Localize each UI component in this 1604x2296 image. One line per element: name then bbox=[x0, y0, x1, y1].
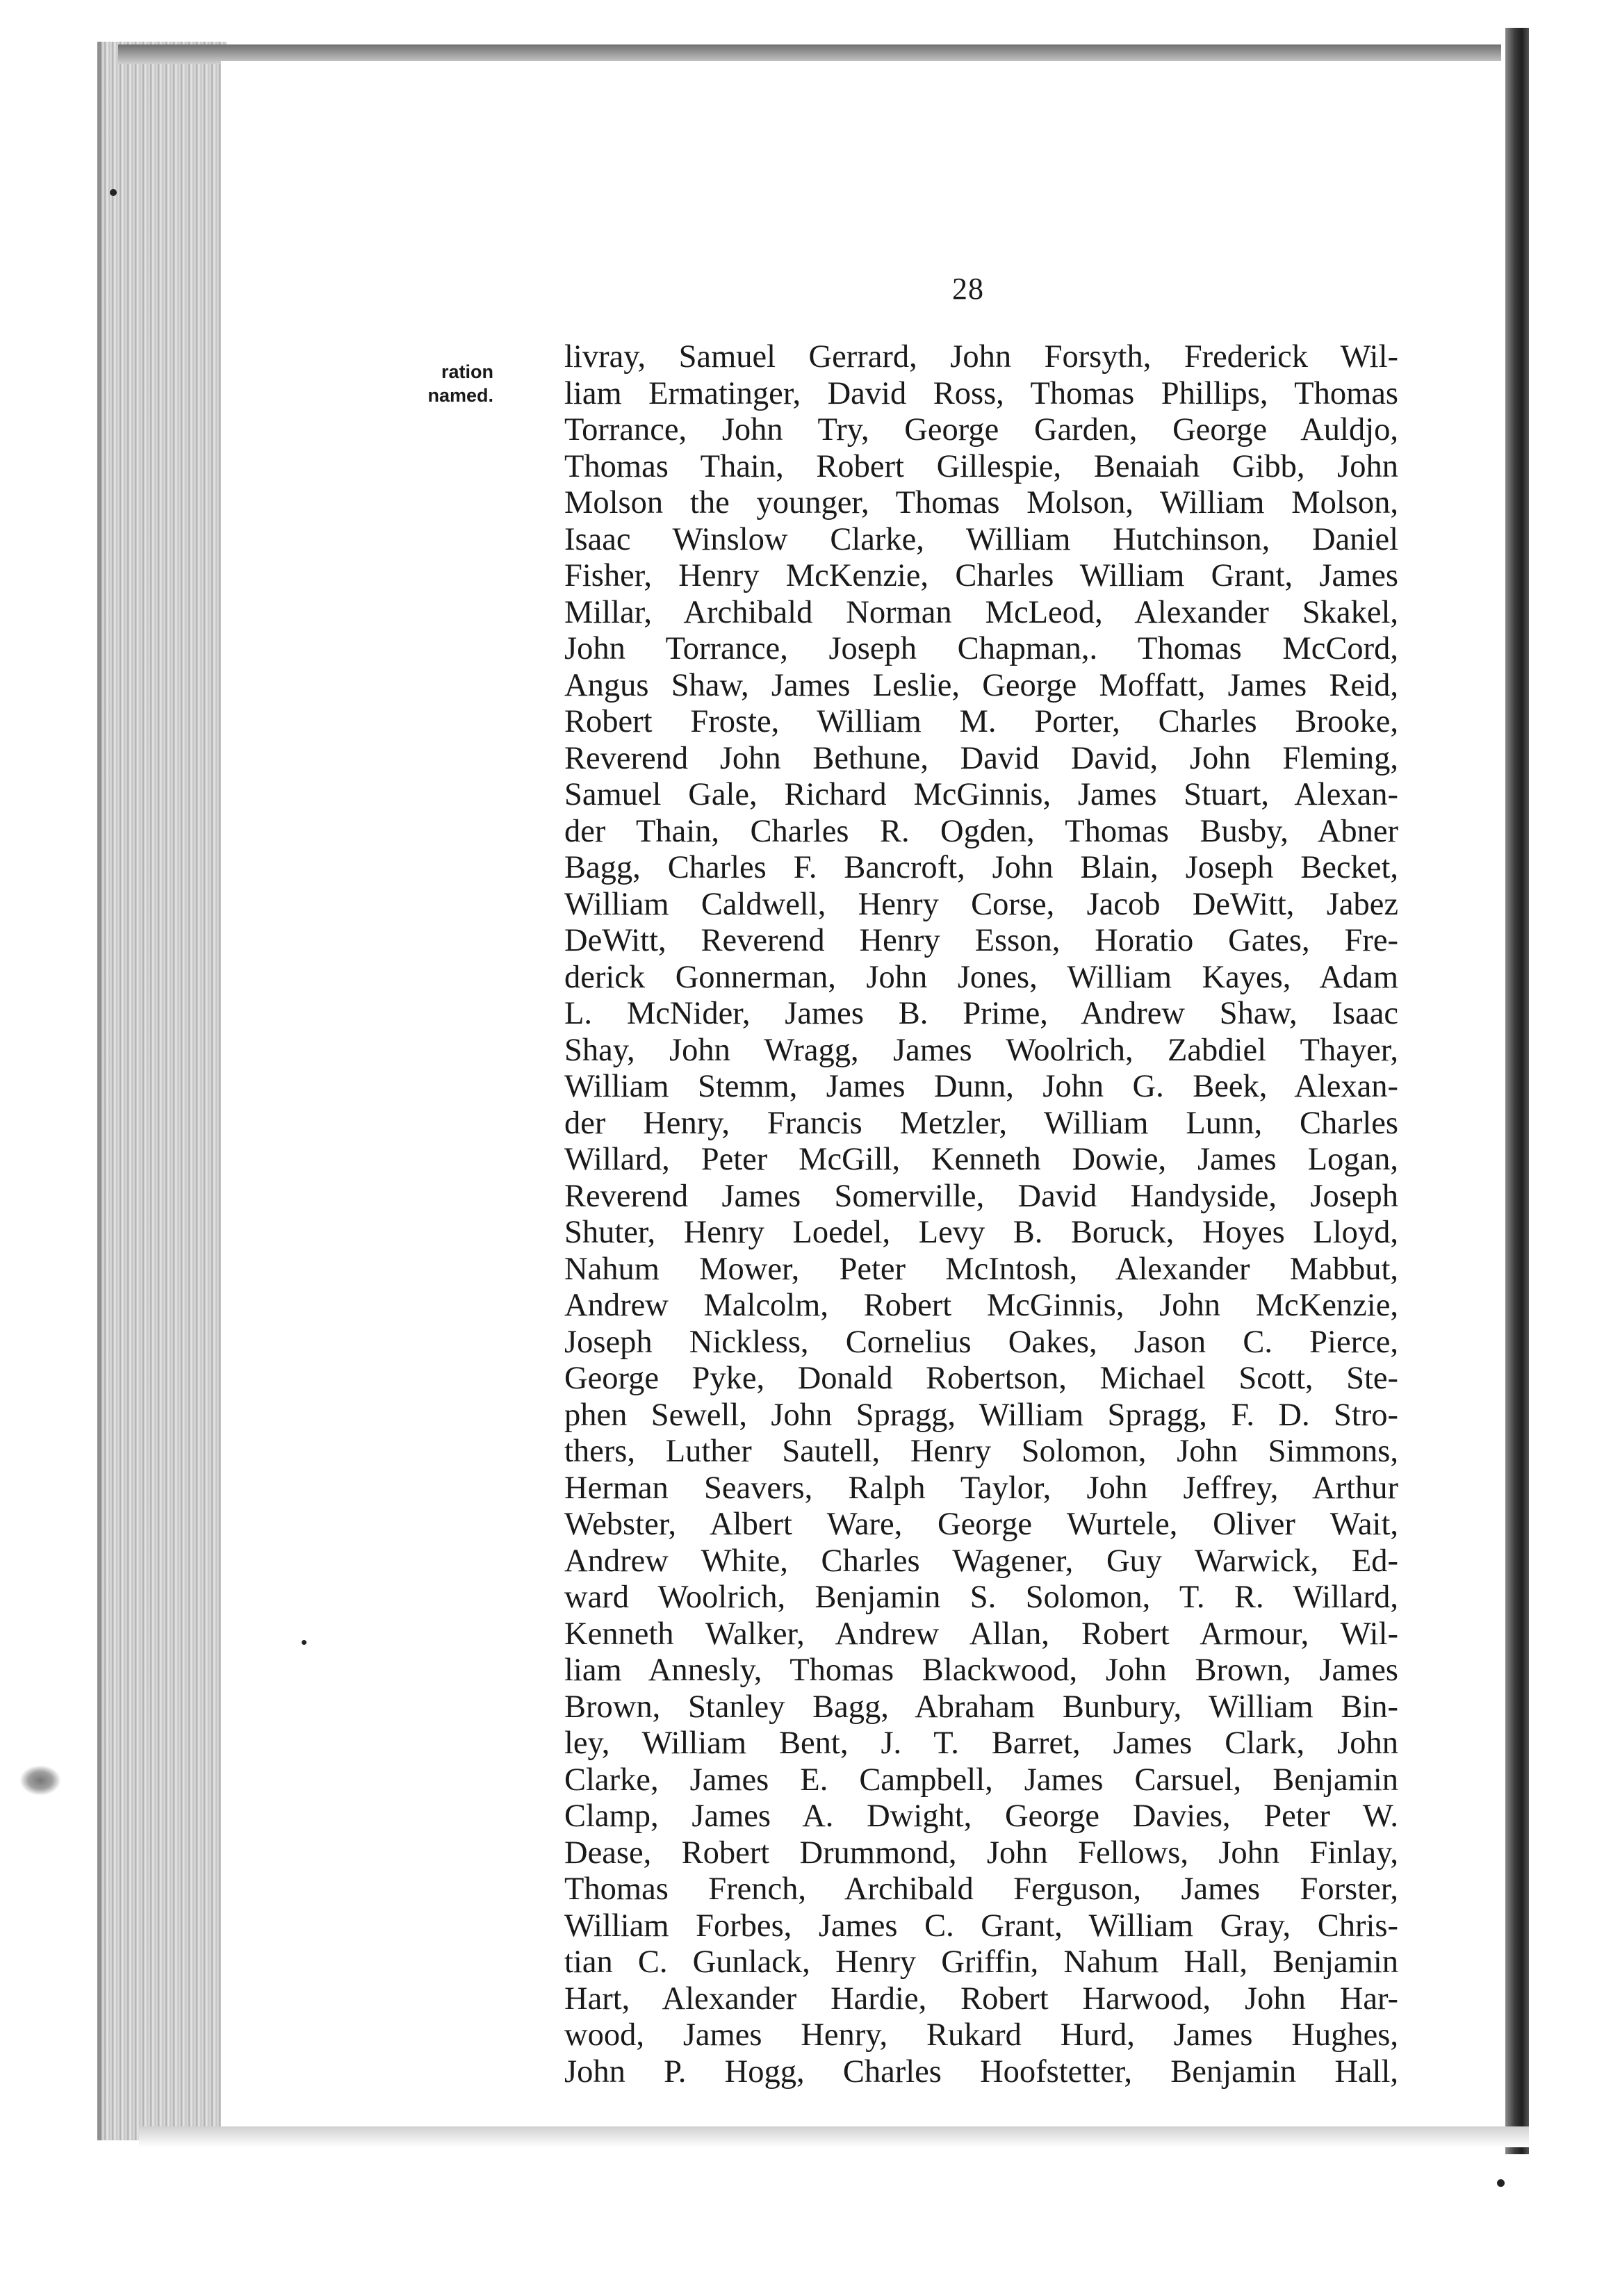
text-line: Molson the younger, Thomas Molson, William Molson, bbox=[564, 485, 1398, 520]
text-line: DeWitt, Reverend Henry Esson, Horatio Gates, Fre- bbox=[564, 923, 1398, 958]
text-line: Webster, Albert Ware, George Wurtele, Oliver Wait, bbox=[564, 1507, 1398, 1542]
text-line: thers, Luther Sautell, Henry Solomon, John Simmons, bbox=[564, 1434, 1398, 1469]
text-line: Torrance, John Try, George Garden, George Auldjo, bbox=[564, 412, 1398, 448]
text-line: liam Ermatinger, David Ross, Thomas Phillips, Thomas bbox=[564, 375, 1398, 411]
text-line: tian C. Gunlack, Henry Griffin, Nahum Hall, Benjamin bbox=[564, 1944, 1398, 1980]
text-line: Samuel Gale, Richard McGinnis, James Stuart, Alexan- bbox=[564, 777, 1398, 812]
book-page-edges bbox=[97, 42, 227, 2140]
margin-note-line: ration bbox=[441, 361, 493, 382]
text-line: William Forbes, James C. Grant, William Gray, Chris- bbox=[564, 1908, 1398, 1944]
text-line: Shuter, Henry Loedel, Levy B. Boruck, Hoyes Lloyd, bbox=[564, 1215, 1398, 1250]
text-line: ward Woolrich, Benjamin S. Solomon, T. R. Willard, bbox=[564, 1580, 1398, 1615]
page-number: 28 bbox=[952, 272, 984, 306]
text-line: Kenneth Walker, Andrew Allan, Robert Armour, Wil- bbox=[564, 1616, 1398, 1652]
text-line: Andrew Malcolm, Robert McGinnis, John McKenzie, bbox=[564, 1288, 1398, 1323]
scan-speck bbox=[302, 1640, 306, 1645]
scan-speck bbox=[1497, 2179, 1505, 2187]
text-line: liam Annesly, Thomas Blackwood, John Brown, James bbox=[564, 1653, 1398, 1688]
text-line: L. McNider, James B. Prime, Andrew Shaw, Isaac bbox=[564, 996, 1398, 1031]
text-line: ley, William Bent, J. T. Barret, James Clark, John bbox=[564, 1725, 1398, 1761]
scan-left-margin bbox=[0, 0, 97, 2296]
text-line: Hart, Alexander Hardie, Robert Harwood, John Har- bbox=[564, 1981, 1398, 2017]
text-line: Thomas Thain, Robert Gillespie, Benaiah Gibb, John bbox=[564, 448, 1398, 484]
scan-smudge bbox=[19, 1765, 61, 1796]
scan-speck bbox=[110, 189, 117, 196]
text-line: Nahum Mower, Peter McIntosh, Alexander Mabbut, bbox=[564, 1251, 1398, 1287]
text-line: der Henry, Francis Metzler, William Lunn, Charles bbox=[564, 1105, 1398, 1141]
text-line: Brown, Stanley Bagg, Abraham Bunbury, William Bin- bbox=[564, 1689, 1398, 1725]
text-line: Angus Shaw, James Leslie, George Moffatt, James Reid, bbox=[564, 667, 1398, 703]
text-line: William Stemm, James Dunn, John G. Beek, Alexan- bbox=[564, 1069, 1398, 1104]
text-line: William Caldwell, Henry Corse, Jacob DeWitt, Jabez bbox=[564, 886, 1398, 922]
margin-note-line: named. bbox=[427, 385, 493, 406]
text-line: Joseph Nickless, Cornelius Oakes, Jason C. Pierce, bbox=[564, 1324, 1398, 1360]
text-line: Bagg, Charles F. Bancroft, John Blain, Joseph Becket, bbox=[564, 850, 1398, 885]
text-line: Thomas French, Archibald Ferguson, James Forster, bbox=[564, 1871, 1398, 1907]
text-line: John Torrance, Joseph Chapman,. Thomas McCord, bbox=[564, 631, 1398, 666]
text-line: Willard, Peter McGill, Kenneth Dowie, James Logan, bbox=[564, 1142, 1398, 1177]
scan-right-edge bbox=[1505, 28, 1529, 2154]
text-line: Reverend James Somerville, David Handyside, Joseph bbox=[564, 1178, 1398, 1214]
text-line: Herman Seavers, Ralph Taylor, John Jeffrey, Arthur bbox=[564, 1470, 1398, 1506]
margin-note bbox=[410, 360, 493, 407]
text-line: Robert Froste, William M. Porter, Charles Brooke, bbox=[564, 704, 1398, 739]
text-line: Andrew White, Charles Wagener, Guy Warwick, Ed- bbox=[564, 1543, 1398, 1579]
body-text bbox=[564, 339, 1398, 2090]
text-line: Shay, John Wragg, James Woolrich, Zabdiel Thayer, bbox=[564, 1032, 1398, 1068]
text-line: Isaac Winslow Clarke, William Hutchinson, Daniel bbox=[564, 521, 1398, 557]
text-line: Millar, Archibald Norman McLeod, Alexander Skakel, bbox=[564, 594, 1398, 630]
text-line: Reverend John Bethune, David David, John Fleming, bbox=[564, 740, 1398, 776]
text-line: Dease, Robert Drummond, John Fellows, John Finlay, bbox=[564, 1835, 1398, 1871]
text-line: George Pyke, Donald Robertson, Michael Scott, Ste- bbox=[564, 1361, 1398, 1396]
scan-bottom-shadow bbox=[139, 2126, 1529, 2147]
text-line: John P. Hogg, Charles Hoofstetter, Benjamin Hall, bbox=[564, 2053, 1398, 2090]
text-line: derick Gonnerman, John Jones, William Kayes, Adam bbox=[564, 959, 1398, 995]
text-line: wood, James Henry, Rukard Hurd, James Hughes, bbox=[564, 2017, 1398, 2053]
text-line: livray, Samuel Gerrard, John Forsyth, Frederick Wil- bbox=[564, 339, 1398, 375]
text-line: Fisher, Henry McKenzie, Charles William Grant, James bbox=[564, 558, 1398, 593]
text-line: Clarke, James E. Campbell, James Carsuel, Benjamin bbox=[564, 1762, 1398, 1798]
text-line: der Thain, Charles R. Ogden, Thomas Busby, Abner bbox=[564, 813, 1398, 849]
text-line: Clamp, James A. Dwight, George Davies, Peter W. bbox=[564, 1798, 1398, 1834]
text-line: phen Sewell, John Spragg, William Spragg, F. D. Stro- bbox=[564, 1397, 1398, 1433]
